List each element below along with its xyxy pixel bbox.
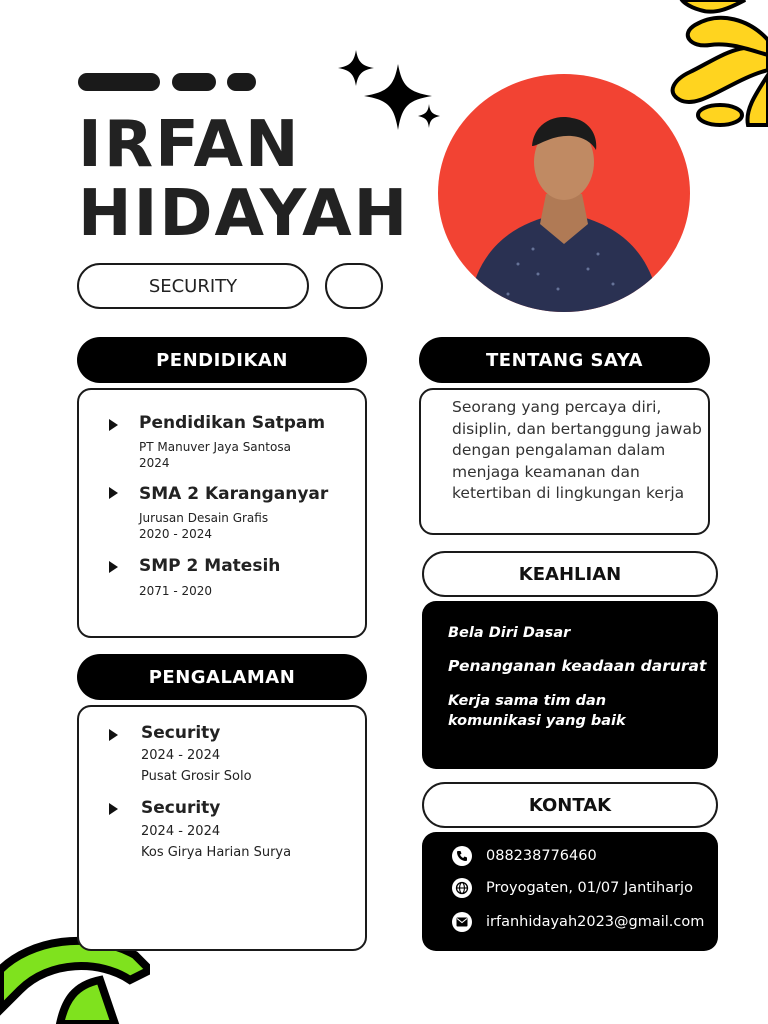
sparkle-icon (336, 44, 446, 140)
entry-period: 2024 - 2024 (141, 824, 221, 839)
role-label: SECURITY (148, 275, 238, 297)
entry-period: 2024 - 2024 (141, 748, 221, 763)
skill-item: komunikasi yang baik (448, 713, 626, 729)
skill-item: Penanganan keadaan darurat (448, 657, 707, 675)
contact-phone-row[interactable] (452, 846, 597, 866)
contact-email: irfanhidayah2023@gmail.com (486, 914, 705, 930)
education-heading: PENDIDIKAN (77, 337, 367, 383)
mail-icon (452, 912, 472, 932)
entry-detail: PT Manuver Jaya Santosa (139, 440, 291, 454)
skill-item: Bela Diri Dasar (448, 625, 571, 641)
entry-detail: Jurusan Desain Grafis (139, 511, 269, 525)
skills-heading-pill (422, 551, 718, 597)
last-name: HIDAYAH (78, 177, 410, 251)
decor-dash-medium (172, 73, 216, 91)
decor-small-pill (325, 263, 383, 309)
entry-title: SMP 2 Matesih (139, 556, 281, 576)
skill-item: Kerja sama tim dan (448, 693, 607, 709)
phone-icon (452, 846, 472, 866)
skills-heading: KEAHLIAN (518, 563, 622, 585)
contact-heading-pill (422, 782, 718, 828)
entry-title: Security (141, 798, 221, 818)
about-heading: TENTANG SAYA (419, 337, 710, 383)
triangle-bullet-icon (109, 561, 118, 573)
education-box (77, 388, 367, 638)
entry-title: SMA 2 Karanganyar (139, 484, 329, 504)
entry-title: Pendidikan Satpam (139, 413, 326, 433)
decor-dash-long (78, 73, 160, 91)
entry-year: 2024 (139, 456, 170, 470)
entry-year: 2020 - 2024 (139, 527, 213, 541)
contact-card (422, 832, 718, 951)
entry-title: Security (141, 723, 221, 743)
contact-phone: 088238776460 (486, 848, 597, 864)
role-pill (77, 263, 309, 309)
contact-address: Proyogaten, 01/07 Jantiharjo (486, 880, 693, 896)
triangle-bullet-icon (109, 803, 118, 815)
entry-year: 2071 - 2020 (139, 584, 213, 598)
entry-place: Pusat Grosir Solo (141, 769, 252, 784)
first-name: IRFAN (78, 108, 301, 182)
entry-place: Kos Girya Harian Surya (141, 845, 292, 860)
triangle-bullet-icon (109, 729, 118, 741)
profile-photo (438, 74, 690, 312)
contact-email-row[interactable] (452, 912, 704, 932)
contact-address-row[interactable] (452, 878, 693, 898)
experience-heading: PENGALAMAN (77, 654, 367, 700)
about-text: Seorang yang percaya diri, disiplin, dan bertanggung jawab dengan pengalaman dalam menjaga keamanan dan ketertiban di lingkungan kerja (452, 398, 702, 502)
contact-heading: KONTAK (528, 794, 612, 816)
triangle-bullet-icon (109, 487, 118, 499)
skills-card (422, 601, 718, 769)
person-illustration (438, 74, 690, 312)
experience-box (77, 705, 367, 951)
triangle-bullet-icon (109, 419, 118, 431)
decor-dash-short (227, 73, 256, 91)
globe-icon (452, 878, 472, 898)
